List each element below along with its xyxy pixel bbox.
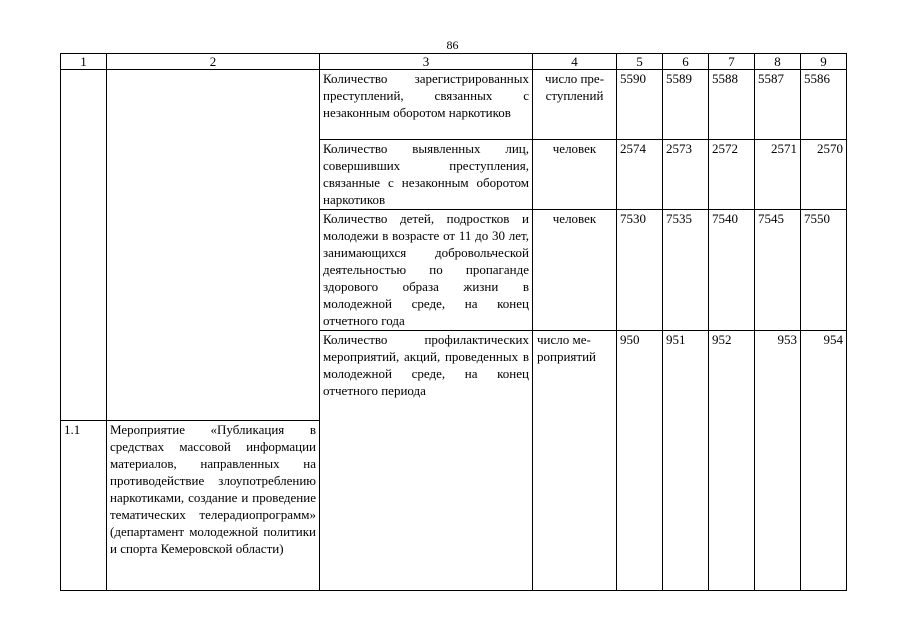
value-cell-6: 951 (663, 331, 709, 591)
empty-cell-col2 (107, 70, 320, 421)
activity-number: 1.1 (61, 421, 107, 591)
indicator-cell: Количество выявленных лиц, совершивших преступления, связанные с незаконным оборотом наркотиков (320, 140, 533, 210)
indicator-cell: Количество зарегистрированных преступлений, связанных с незаконным оборотом наркотиков (320, 70, 533, 140)
unit-cell: число мероприятий (533, 331, 617, 591)
unit-cell: число преступлений (533, 70, 617, 140)
col-header-1: 1 (61, 54, 107, 70)
indicators-table (60, 53, 847, 591)
activity-description: Мероприятие «Публикация в средствах массовой информации материалов, направленных на противодействие злоупотреблению наркотиками, создание и проведение тематических телерадиопрограмм» (департамент молодежной политики и спорта Кемеровской области) (107, 421, 320, 591)
unit-cell: человек (533, 210, 617, 331)
unit-cell: человек (533, 140, 617, 210)
value-cell-7: 2572 (709, 140, 755, 210)
value-cell-9: 7550 (801, 210, 847, 331)
col-header-2: 2 (107, 54, 320, 70)
value-cell-6: 2573 (663, 140, 709, 210)
value-cell-9: 954 (801, 331, 847, 591)
header-row (61, 54, 847, 70)
value-cell-5: 7530 (617, 210, 663, 331)
value-cell-7: 7540 (709, 210, 755, 331)
value-cell-8: 2571 (755, 140, 801, 210)
value-cell-5: 950 (617, 331, 663, 591)
table-row (61, 70, 847, 140)
value-cell-9: 5586 (801, 70, 847, 140)
value-cell-7: 5588 (709, 70, 755, 140)
value-cell-5: 2574 (617, 140, 663, 210)
col-header-9: 9 (801, 54, 847, 70)
col-header-3: 3 (320, 54, 533, 70)
value-cell-8: 7545 (755, 210, 801, 331)
value-cell-9: 2570 (801, 140, 847, 210)
value-cell-6: 5589 (663, 70, 709, 140)
value-cell-6: 7535 (663, 210, 709, 331)
indicator-cell: Количество детей, подростков и молодежи в возрасте от 11 до 30 лет, занимающихся добровольческой деятельностью по пропаганде здорового образа жизни в молодежной среде, на конец отчетного года (320, 210, 533, 331)
empty-cell-col1 (61, 70, 107, 421)
col-header-7: 7 (709, 54, 755, 70)
value-cell-7: 952 (709, 331, 755, 591)
col-header-6: 6 (663, 54, 709, 70)
indicator-cell: Количество профилактических мероприятий, акций, проведенных в молодежной среде, на конец отчетного периода (320, 331, 533, 591)
page-number: 86 (446, 38, 459, 52)
value-cell-8: 953 (755, 331, 801, 591)
col-header-5: 5 (617, 54, 663, 70)
value-cell-5: 5590 (617, 70, 663, 140)
col-header-4: 4 (533, 54, 617, 70)
col-header-8: 8 (755, 54, 801, 70)
value-cell-8: 5587 (755, 70, 801, 140)
